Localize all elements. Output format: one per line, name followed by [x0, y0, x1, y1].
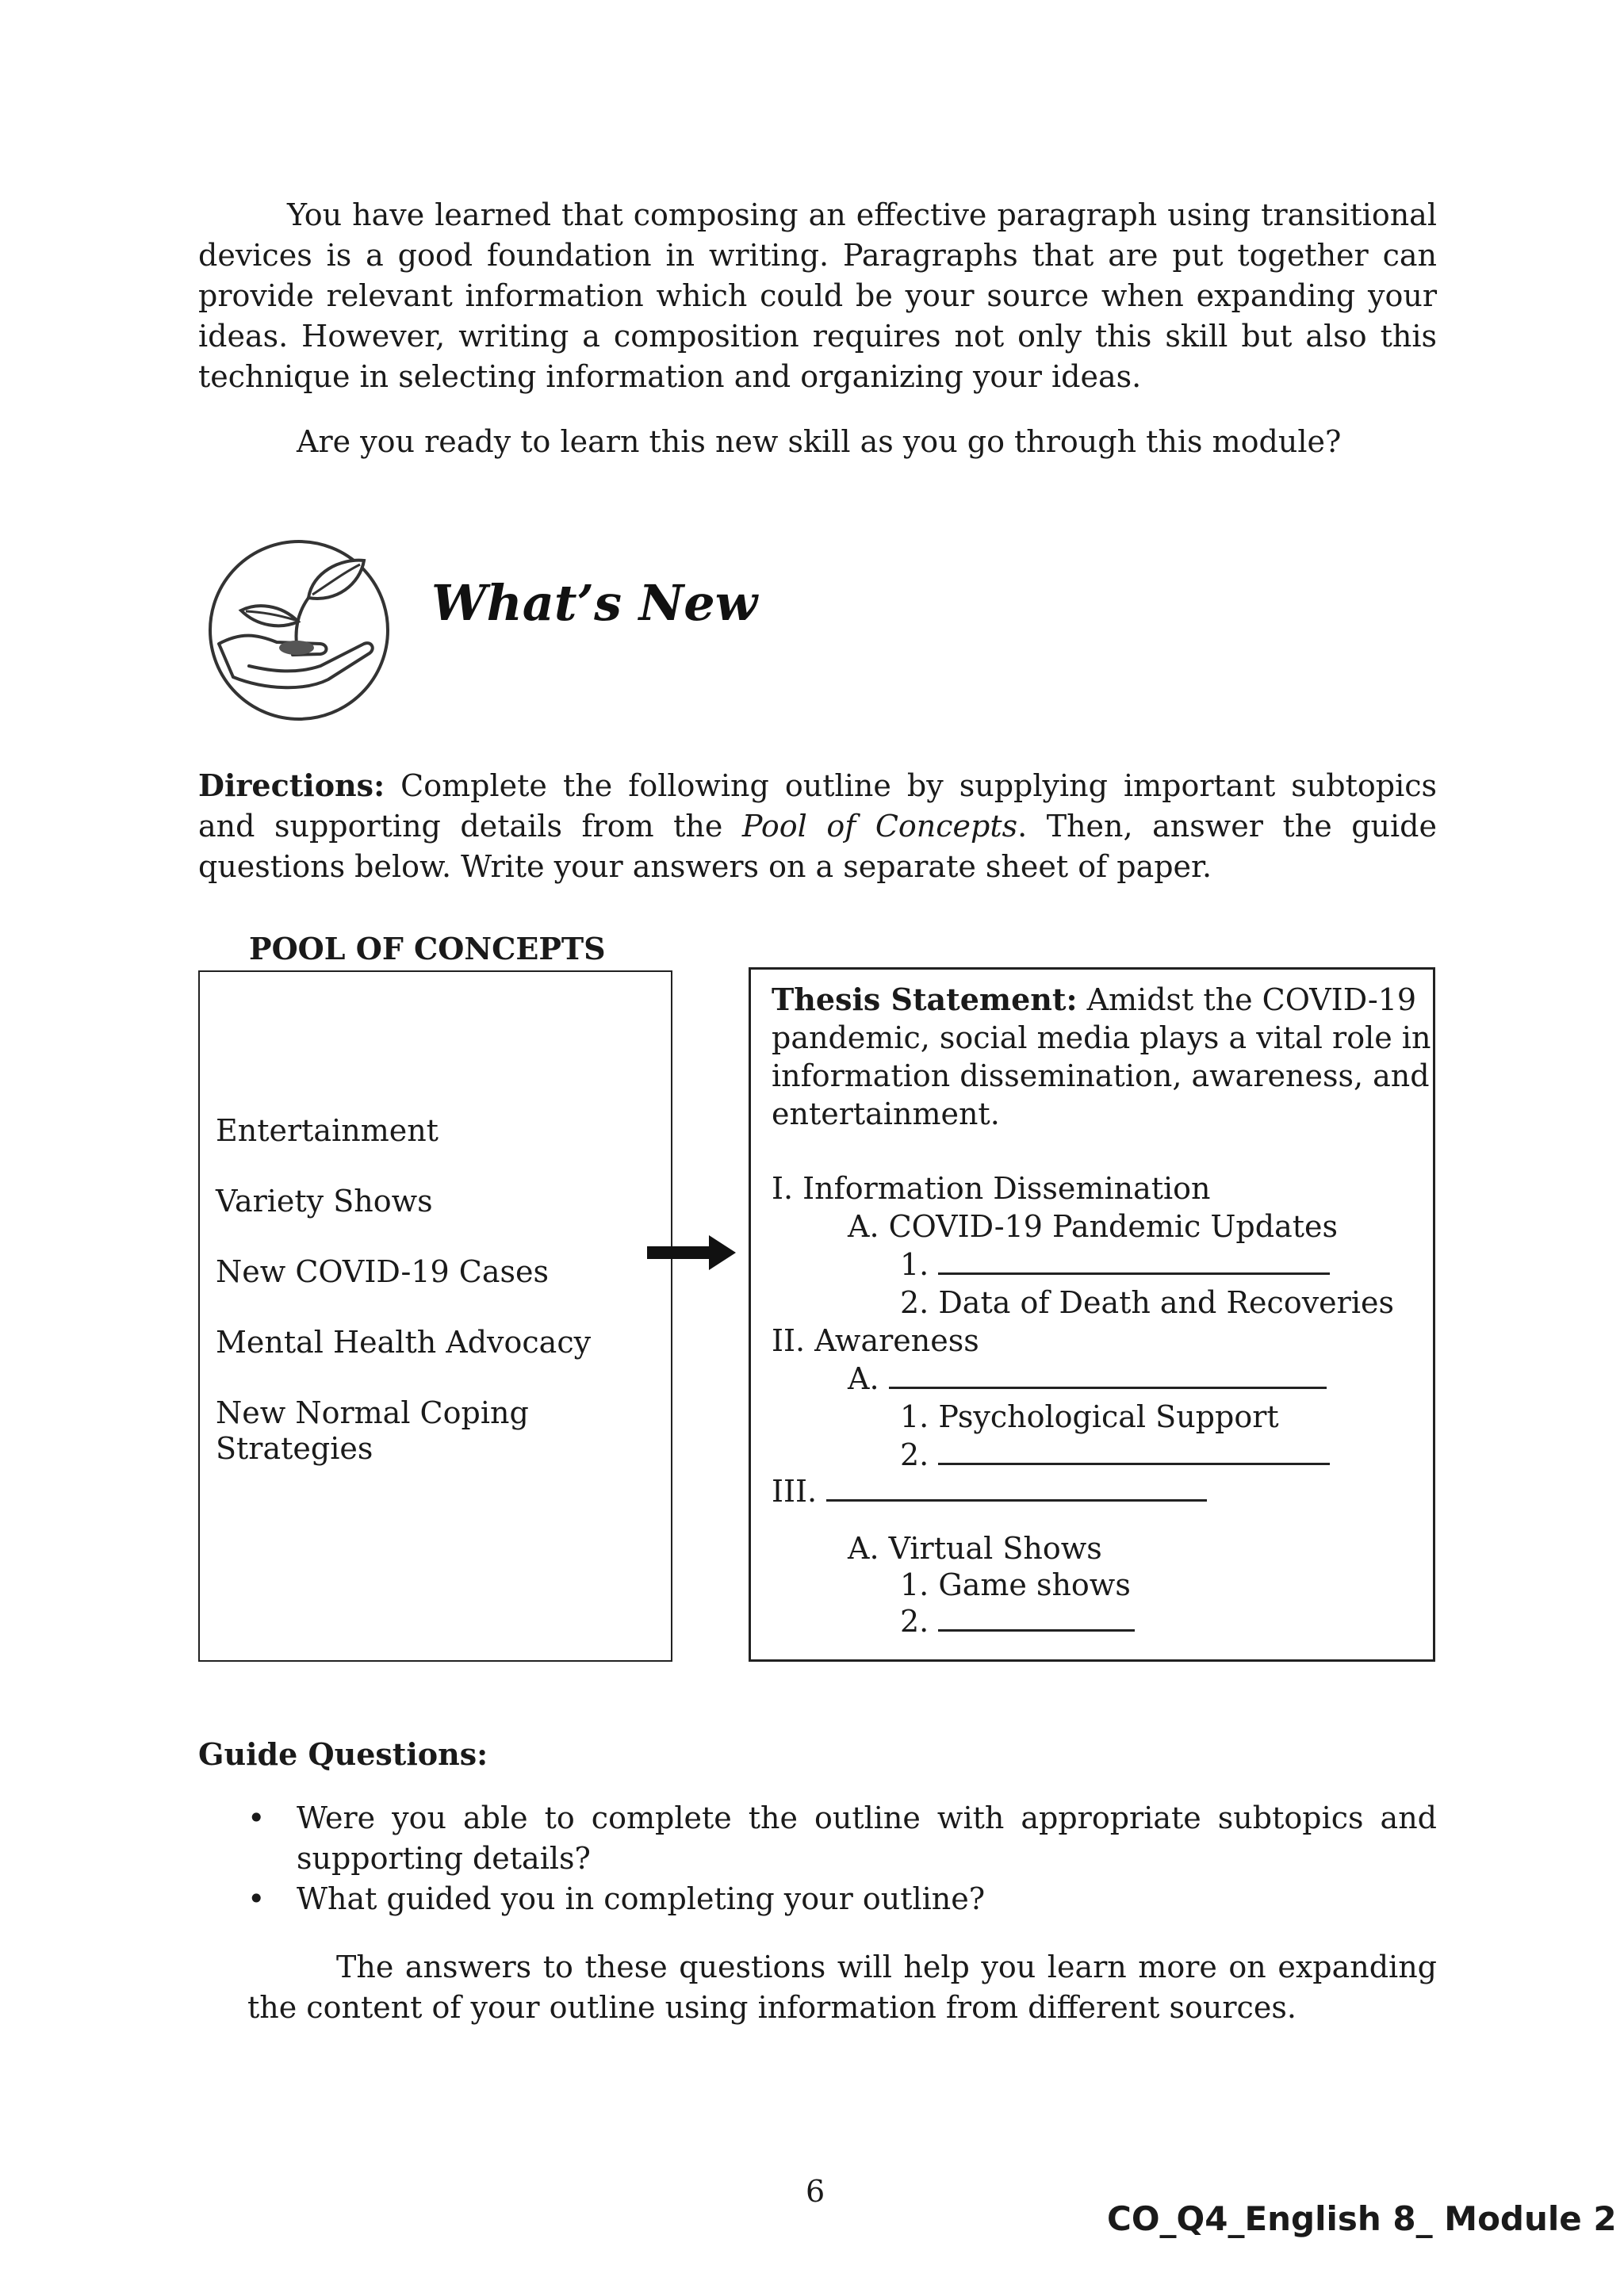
thesis-line-4: entertainment. [772, 1096, 1000, 1131]
outline-number: 2. [900, 1604, 929, 1639]
thesis-line-3: information dissemination, awareness, and [772, 1058, 1430, 1093]
closing-paragraph: The answers to these questions will help you learn more on expanding the content of your outline using information from different sources. [247, 1950, 1437, 2025]
outline-item-1a: A. COVID-19 Pandemic Updates [848, 1209, 1339, 1244]
pool-item: New COVID-19 Cases [216, 1254, 550, 1289]
pool-title: POOL OF CONCEPTS [249, 931, 606, 966]
guide-question [198, 1879, 1437, 1919]
outline-number: 1. [900, 1247, 929, 1282]
directions-paragraph [198, 765, 1437, 887]
thesis-line-1 [772, 981, 1416, 1019]
pool-of-concepts-box [198, 970, 672, 1662]
section-title: What’s New [431, 574, 758, 632]
outline-item-3 [772, 1472, 1207, 1510]
intro-paragraph-2: Are you ready to learn this new skill as you go through this module? [297, 424, 1342, 459]
thesis-line-2: pandemic, social media plays a vital role in [772, 1020, 1431, 1055]
outline-box [749, 967, 1435, 1662]
pool-item: New Normal Coping [216, 1395, 529, 1430]
hand-holding-seedling-icon [201, 533, 396, 728]
thesis-text: Amidst the COVID-19 [1077, 982, 1417, 1017]
bullet-icon: • [247, 1881, 266, 1916]
outline-number: 2. [900, 1437, 929, 1472]
directions-italic: Pool of Concepts [741, 809, 1018, 844]
bullet-icon: • [247, 1800, 266, 1835]
intro-paragraph-1: You have learned that composing an effective paragraph using transitional devices is a good foundation in writing. Paragraphs that are put together can provide relevant information which could be your source when expanding your ideas. However, writing a composition requires not only this skill but also this technique in selecting information and organizing your ideas. [198, 197, 1437, 394]
guide-questions-list [198, 1798, 1437, 1919]
answer-blank [826, 1472, 1207, 1502]
outline-item-2a2 [900, 1436, 1330, 1474]
pool-item: Variety Shows [216, 1184, 433, 1219]
guide-question-text: What guided you in completing your outline? [297, 1881, 986, 1916]
outline-item-2: II. Awareness [772, 1323, 979, 1358]
outline-item-3a1: 1. Game shows [900, 1567, 1131, 1602]
directions-label: Directions: [198, 767, 385, 803]
outline-item-1a1 [900, 1246, 1330, 1284]
arrow-right-icon [647, 1234, 737, 1272]
pool-item: Entertainment [216, 1113, 439, 1148]
guide-questions-title: Guide Questions: [198, 1736, 488, 1772]
answer-blank [889, 1360, 1327, 1389]
outline-item-1a2: 2. Data of Death and Recoveries [900, 1285, 1394, 1320]
outline-item-2a [848, 1360, 1327, 1398]
pool-item: Mental Health Advocacy [216, 1325, 592, 1360]
answer-blank [938, 1246, 1330, 1275]
outline-item-1: I. Information Dissemination [772, 1171, 1211, 1206]
outline-item-3a: A. Virtual Shows [848, 1531, 1102, 1566]
pool-item: Strategies [216, 1431, 373, 1466]
outline-item-2a1: 1. Psychological Support [900, 1399, 1279, 1434]
guide-question-text: Were you able to complete the outline with appropriate subtopics and supporting details? [297, 1800, 1437, 1876]
thesis-label: Thesis Statement: [772, 982, 1078, 1017]
answer-blank [938, 1602, 1135, 1632]
answer-blank [938, 1436, 1330, 1465]
directions-text-1: Complete the following outline by supplying important subtopics and supporting details from the [198, 768, 1437, 844]
outline-item-3a2 [900, 1602, 1135, 1640]
outline-number: A. [848, 1361, 879, 1396]
guide-question [198, 1798, 1437, 1879]
page-number: 6 [806, 2174, 825, 2209]
directions-text-2: . Then, answer the guide questions below. Write your answers on a separate sheet of paper. [198, 809, 1437, 884]
outline-number: III. [772, 1474, 818, 1509]
module-code: CO_Q4_English 8_ Module 2 [1107, 2199, 1617, 2238]
